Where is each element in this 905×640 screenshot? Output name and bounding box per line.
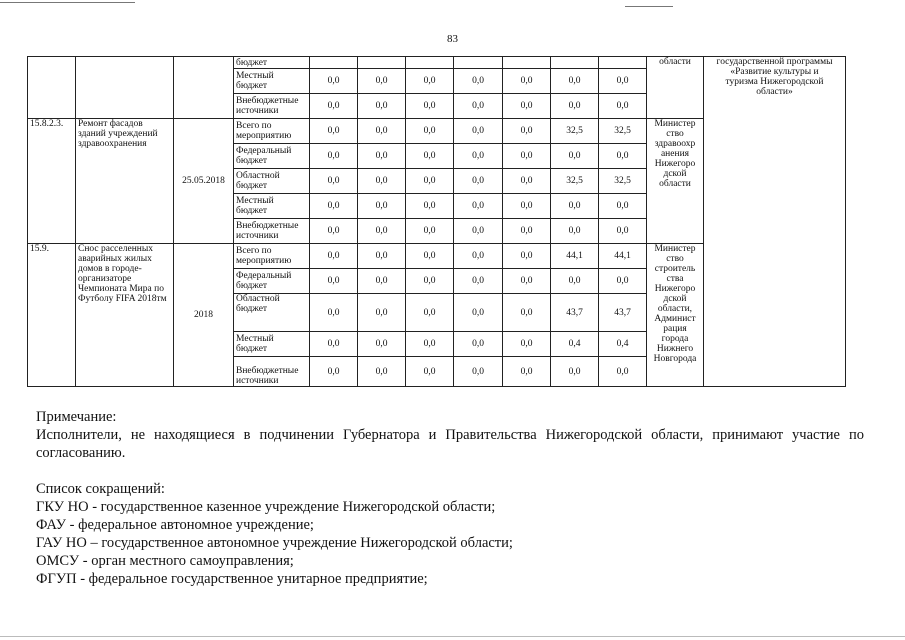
value-cell: 0,0 <box>599 357 647 387</box>
value-cell: 0,0 <box>454 219 503 244</box>
value-cell: 0,0 <box>454 357 503 387</box>
executor-cell: Министер ство здравоохр анения Нижегоро дской области <box>647 119 704 244</box>
executor-cell: Министер ство строитель ства Нижегоро дской области, Админист рация города Нижнего Новгорода <box>647 244 704 387</box>
funding-source: Местный бюджет <box>234 332 310 357</box>
value-cell: 0,0 <box>503 119 551 144</box>
funding-source: Внебюджетные источники <box>234 219 310 244</box>
page-number: 83 <box>447 33 458 45</box>
funding-source: Федеральный бюджет <box>234 144 310 169</box>
value-cell: 0,0 <box>503 294 551 332</box>
value-cell: 32,5 <box>599 119 647 144</box>
item-date: 2018 <box>174 244 234 387</box>
value-cell: 43,7 <box>599 294 647 332</box>
value-cell: 0,0 <box>503 357 551 387</box>
value-cell: 0,0 <box>310 169 358 194</box>
value-cell: 0,0 <box>310 194 358 219</box>
value-cell: 0,0 <box>358 269 406 294</box>
funding-source: Всего по мероприятию <box>234 119 310 144</box>
value-cell: 32,5 <box>551 169 599 194</box>
notes-section <box>36 408 864 588</box>
value-cell: 0,0 <box>358 69 406 94</box>
value-cell: 0,0 <box>310 269 358 294</box>
value-cell: 0,0 <box>454 119 503 144</box>
value-cell <box>454 57 503 69</box>
value-cell: 0,0 <box>551 94 599 119</box>
funding-source: Местный бюджет <box>234 69 310 94</box>
value-cell: 0,0 <box>454 94 503 119</box>
value-cell: 32,5 <box>551 119 599 144</box>
value-cell: 0,0 <box>599 94 647 119</box>
value-cell: 0,0 <box>358 219 406 244</box>
value-cell: 0,0 <box>454 294 503 332</box>
value-cell: 0,0 <box>310 119 358 144</box>
item-date: 25.05.2018 <box>174 119 234 244</box>
value-cell <box>358 57 406 69</box>
value-cell <box>551 57 599 69</box>
value-cell: 0,0 <box>358 194 406 219</box>
value-cell: 0,0 <box>454 244 503 269</box>
value-cell: 0,0 <box>551 219 599 244</box>
value-cell: 0,0 <box>599 269 647 294</box>
value-cell: 0,0 <box>503 194 551 219</box>
value-cell: 0,0 <box>406 119 454 144</box>
value-cell: 0,0 <box>358 357 406 387</box>
funding-source: Внебюджетные источники <box>234 357 310 387</box>
value-cell: 0,0 <box>599 69 647 94</box>
value-cell: 0,0 <box>358 332 406 357</box>
value-cell: 0,0 <box>406 357 454 387</box>
value-cell: 0,0 <box>454 169 503 194</box>
value-cell: 0,0 <box>454 269 503 294</box>
value-cell: 32,5 <box>599 169 647 194</box>
funding-source: Областной бюджет <box>234 294 310 332</box>
item-name: Ремонт фасадов зданий учреждений здравоохранения <box>76 119 174 244</box>
funding-source: Федеральный бюджет <box>234 269 310 294</box>
value-cell <box>406 57 454 69</box>
item-name: Снос расселенных аварийных жилых домов в городе-организаторе Чемпионата Мира по Футболу FIFA 2018тм <box>76 244 174 387</box>
note-title: Примечание: <box>36 409 117 425</box>
value-cell: 0,0 <box>503 219 551 244</box>
value-cell: 0,0 <box>551 69 599 94</box>
value-cell: 0,0 <box>358 94 406 119</box>
value-cell: 0,0 <box>310 69 358 94</box>
executor-cell: области <box>647 57 704 119</box>
table-row <box>28 57 846 69</box>
abbreviations-title: Список сокращений: <box>36 481 165 497</box>
value-cell: 0,0 <box>310 294 358 332</box>
value-cell: 0,0 <box>503 94 551 119</box>
value-cell: 0,0 <box>358 244 406 269</box>
value-cell: 0,0 <box>454 144 503 169</box>
abbreviation-item: ГАУ НО – государственное автономное учреждение Нижегородской области; <box>36 535 513 551</box>
value-cell: 0,0 <box>454 194 503 219</box>
funding-source: Внебюджетные источники <box>234 94 310 119</box>
value-cell <box>310 57 358 69</box>
value-cell: 0,0 <box>310 94 358 119</box>
abbreviation-item: ОМСУ - орган местного самоуправления; <box>36 553 294 569</box>
item-code: 15.8.2.3. <box>28 119 76 244</box>
empty-date-cell <box>174 57 234 119</box>
value-cell: 0,0 <box>406 169 454 194</box>
value-cell: 0,0 <box>406 294 454 332</box>
value-cell: 0,0 <box>503 69 551 94</box>
funding-source: Местный бюджет <box>234 194 310 219</box>
value-cell: 0,0 <box>310 357 358 387</box>
scan-edge-mark <box>0 636 905 637</box>
value-cell: 0,0 <box>310 244 358 269</box>
value-cell: 0,4 <box>551 332 599 357</box>
value-cell: 0,4 <box>599 332 647 357</box>
abbreviation-item: ФАУ - федеральное автономное учреждение; <box>36 517 314 533</box>
value-cell: 0,0 <box>503 244 551 269</box>
note-text: Исполнители, не находящиеся в подчинении Губернатора и Правительства Нижегородской области, принимают участие по согласованию. <box>36 427 864 461</box>
value-cell: 0,0 <box>406 269 454 294</box>
value-cell: 0,0 <box>406 332 454 357</box>
value-cell: 0,0 <box>599 194 647 219</box>
budget-table <box>27 56 846 387</box>
value-cell: 0,0 <box>358 169 406 194</box>
value-cell: 0,0 <box>503 332 551 357</box>
value-cell <box>503 57 551 69</box>
value-cell: 0,0 <box>599 144 647 169</box>
scan-edge-mark <box>625 6 673 7</box>
value-cell: 0,0 <box>406 244 454 269</box>
value-cell: 0,0 <box>358 144 406 169</box>
value-cell: 0,0 <box>503 169 551 194</box>
value-cell: 43,7 <box>551 294 599 332</box>
value-cell: 0,0 <box>454 332 503 357</box>
scan-edge-mark <box>0 2 135 3</box>
value-cell: 0,0 <box>358 119 406 144</box>
value-cell: 0,0 <box>406 219 454 244</box>
abbreviation-item: ФГУП - федеральное государственное унитарное предприятие; <box>36 571 428 587</box>
value-cell: 44,1 <box>551 244 599 269</box>
funding-source: бюджет <box>234 57 310 69</box>
program-cell: государственной программы «Развитие культуры и туризма Нижегородской области» <box>704 57 846 387</box>
value-cell <box>599 57 647 69</box>
value-cell: 0,0 <box>551 194 599 219</box>
empty-name-cell <box>76 57 174 119</box>
value-cell: 0,0 <box>551 357 599 387</box>
item-code: 15.9. <box>28 244 76 387</box>
value-cell: 0,0 <box>310 332 358 357</box>
value-cell: 44,1 <box>599 244 647 269</box>
value-cell: 0,0 <box>406 144 454 169</box>
funding-source: Всего по мероприятию <box>234 244 310 269</box>
value-cell: 0,0 <box>406 94 454 119</box>
value-cell: 0,0 <box>406 69 454 94</box>
funding-source: Областной бюджет <box>234 169 310 194</box>
value-cell: 0,0 <box>310 144 358 169</box>
value-cell: 0,0 <box>551 269 599 294</box>
value-cell: 0,0 <box>358 294 406 332</box>
value-cell: 0,0 <box>503 269 551 294</box>
value-cell: 0,0 <box>503 144 551 169</box>
value-cell: 0,0 <box>406 194 454 219</box>
empty-code-cell <box>28 57 76 119</box>
abbreviation-item: ГКУ НО - государственное казенное учреждение Нижегородской области; <box>36 499 496 515</box>
value-cell: 0,0 <box>310 219 358 244</box>
value-cell: 0,0 <box>551 144 599 169</box>
value-cell: 0,0 <box>599 219 647 244</box>
value-cell: 0,0 <box>454 69 503 94</box>
